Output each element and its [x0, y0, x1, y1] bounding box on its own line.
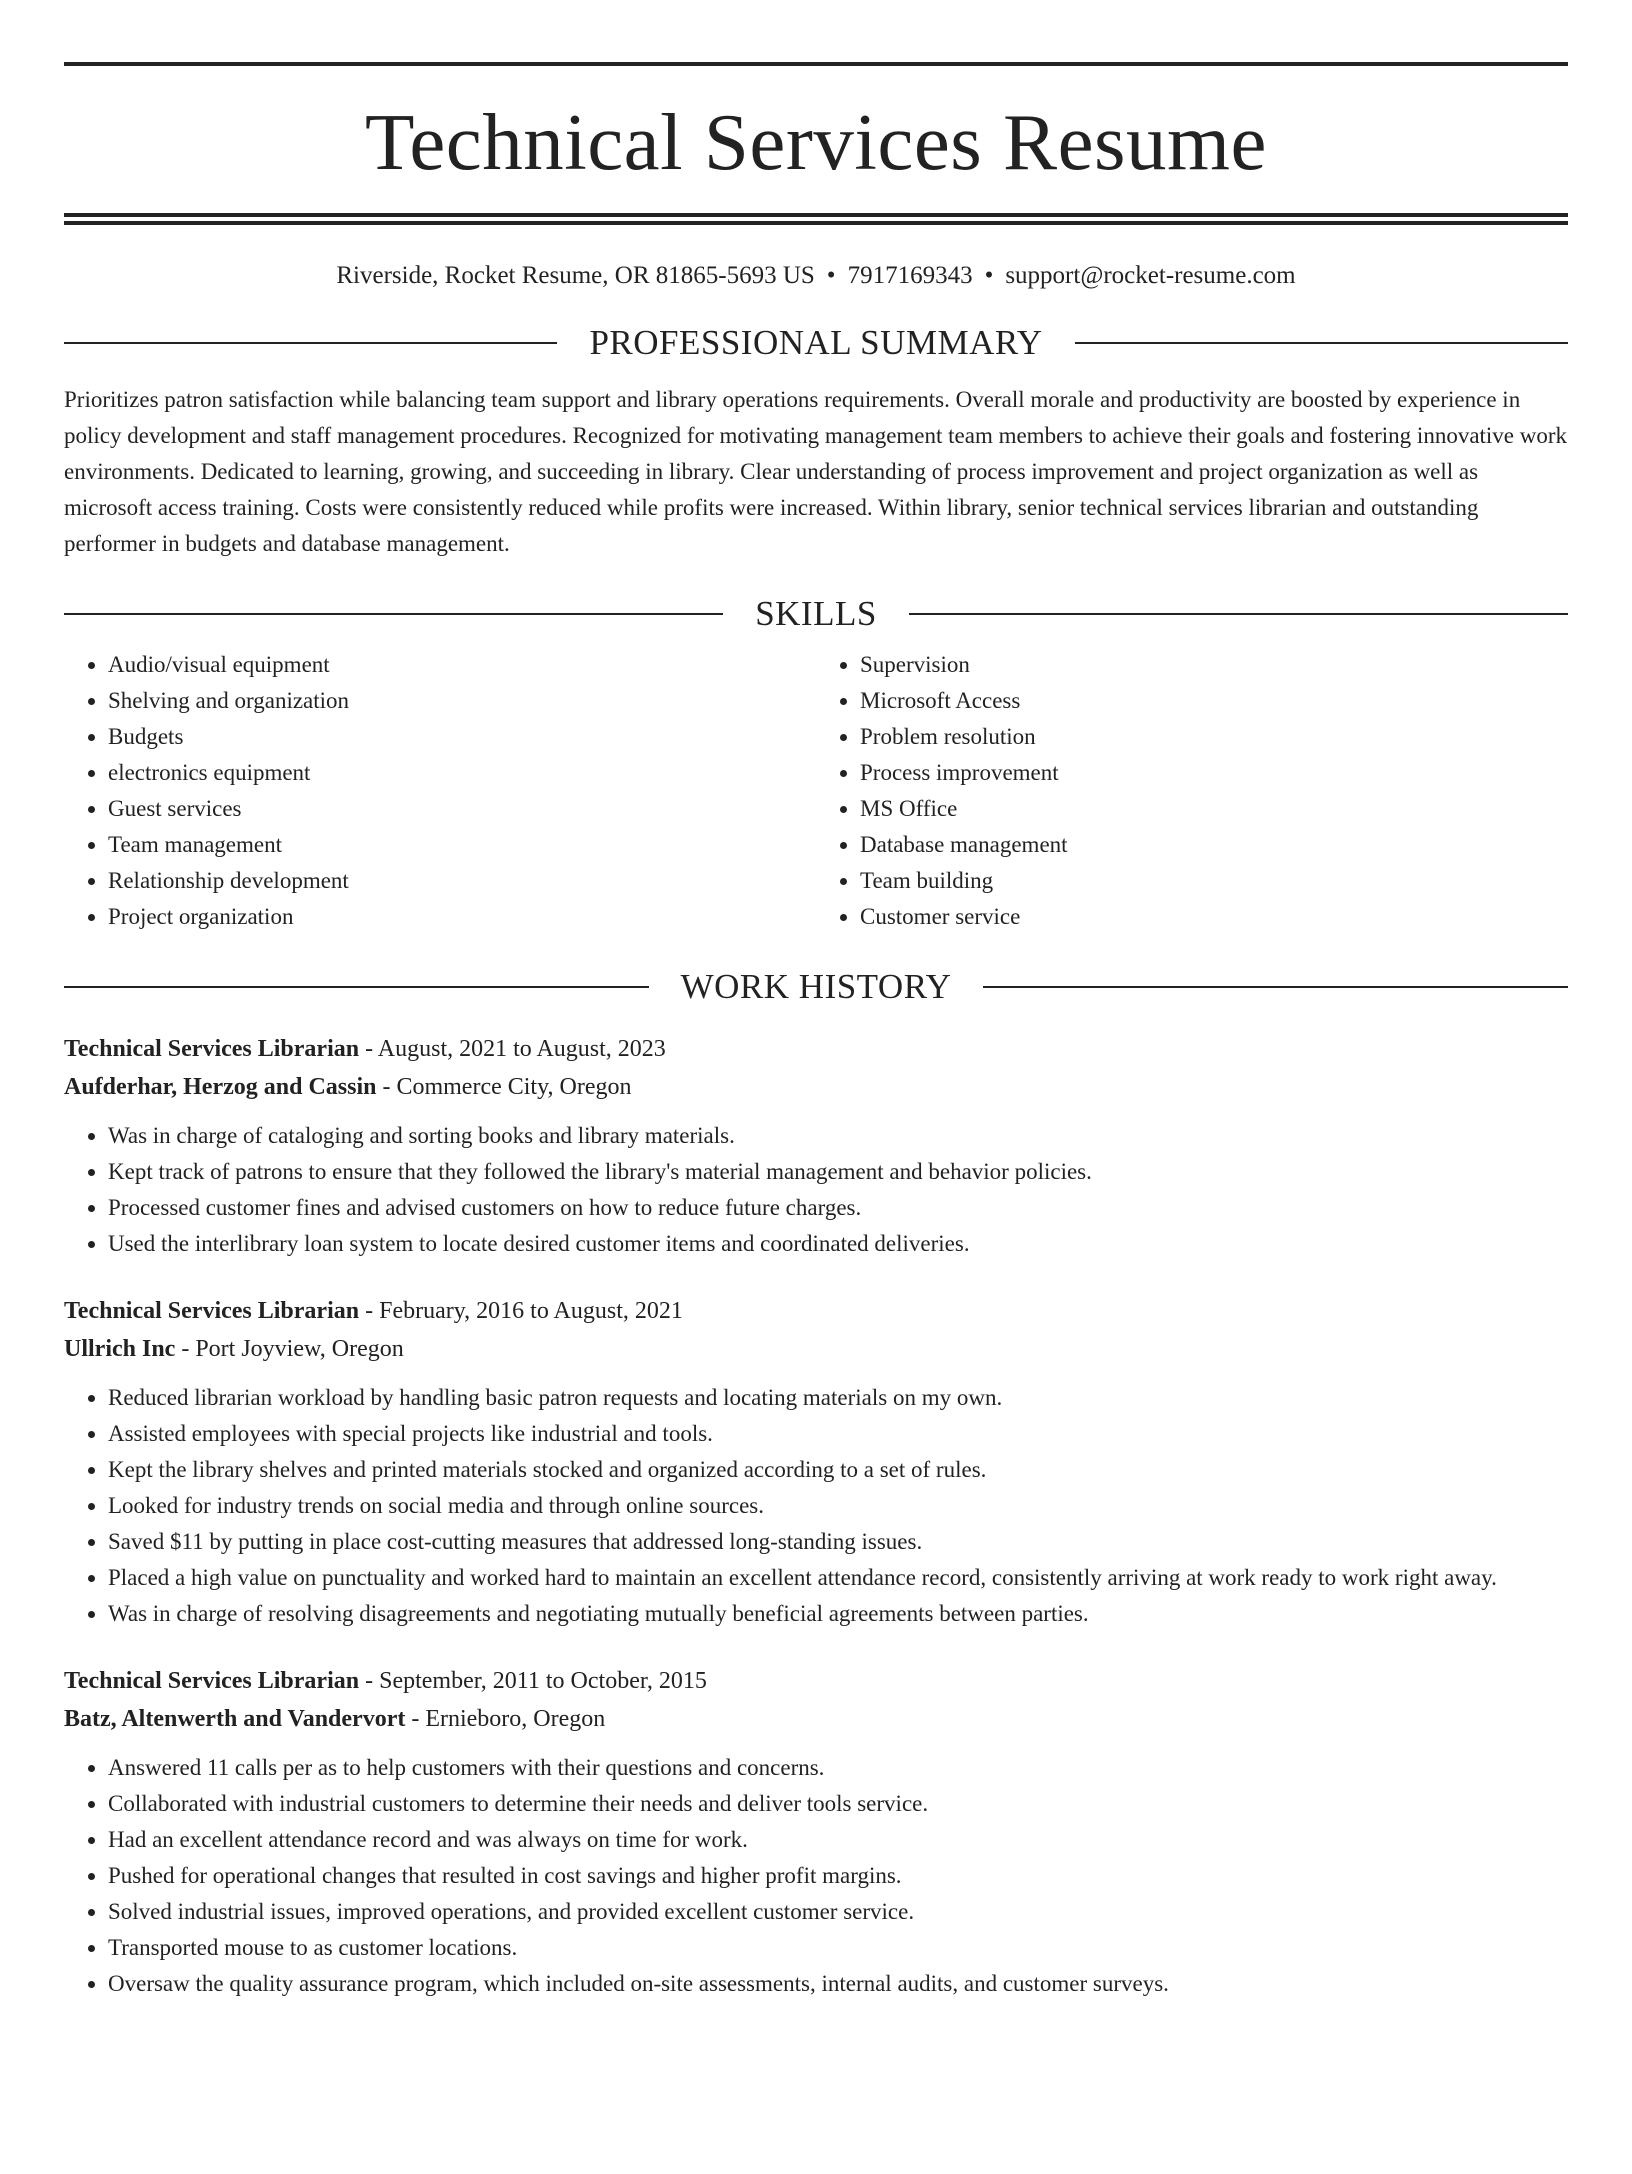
job-entry — [64, 1292, 1568, 1632]
job-entry — [64, 1030, 1568, 1262]
job-company-line — [64, 1330, 1568, 1368]
job-company-line — [64, 1068, 1568, 1106]
job-bullets — [64, 1750, 1568, 2002]
job-company-line — [64, 1700, 1568, 1738]
job-bullet: • Pushed for operational changes that resulted in cost savings and higher profit margins. — [108, 1858, 1568, 1894]
job-bullet: • Saved $11 by putting in place cost-cutting measures that addressed long-standing issues. — [108, 1524, 1568, 1560]
job-bullet: • Solved industrial issues, improved operations, and provided excellent customer service. — [108, 1894, 1568, 1930]
job-dates: - August, 2021 to August, 2023 — [359, 1036, 666, 1062]
contact-line — [64, 261, 1568, 291]
top-rule — [64, 62, 1568, 66]
skills-heading — [64, 596, 1568, 631]
job-bullet: • Looked for industry trends on social media and through online sources. — [108, 1488, 1568, 1524]
job-bullet: • Transported mouse to as customer locations. — [108, 1930, 1568, 1966]
job-bullet: • Answered 11 calls per as to help customers with their questions and concerns. — [108, 1750, 1568, 1786]
heading-rule-left — [64, 613, 723, 615]
job-bullet: • Collaborated with industrial customers to determine their needs and deliver tools service. — [108, 1786, 1568, 1822]
skill-item: • Problem resolution — [860, 719, 1568, 755]
summary-title: PROFESSIONAL SUMMARY — [589, 323, 1043, 362]
skill-item: • Shelving and organization — [108, 683, 816, 719]
skills-list-right — [816, 647, 1568, 935]
contact-address: Riverside, Rocket Resume, OR 81865-5693 US — [336, 262, 815, 289]
summary-text: Prioritizes patron satisfaction while balancing team support and library operations requirements. Overall morale and productivity are boosted by experience in policy development and staff management procedures. Recognized for motivating management team members to achieve their goals and fostering innovative work environments. Dedicated to learning, growing, and succeeding in library. Clear understanding of process improvement and project organization as well as microsoft access training. Costs were consistently reduced while profits were increased. Within library, senior technical services librarian and outstanding performer in budgets and database management. — [64, 387, 1568, 556]
resume-page — [0, 62, 1632, 2174]
job-bullet: • Used the interlibrary loan system to locate desired customer items and coordinated deliveries. — [108, 1226, 1568, 1262]
skill-item: • electronics equipment — [108, 755, 816, 791]
resume-title: Technical Services Resume — [365, 97, 1267, 187]
job-bullet: • Reduced librarian workload by handling basic patron requests and locating materials on my own. — [108, 1380, 1568, 1416]
contact-separator: • — [826, 262, 836, 289]
job-bullets — [64, 1380, 1568, 1632]
skill-item: • Microsoft Access — [860, 683, 1568, 719]
job-role: Technical Services Librarian — [64, 1036, 360, 1062]
job-bullet: • Assisted employees with special projects like industrial and tools. — [108, 1416, 1568, 1452]
skill-item: • Relationship development — [108, 863, 816, 899]
job-role: Technical Services Librarian — [64, 1668, 360, 1694]
skill-item: • Guest services — [108, 791, 816, 827]
job-company: Aufderhar, Herzog and Cassin — [64, 1074, 377, 1100]
job-role-line — [64, 1662, 1568, 1700]
job-company: Batz, Altenwerth and Vandervort — [64, 1706, 406, 1732]
skill-item: • Database management — [860, 827, 1568, 863]
job-bullet: • Kept track of patrons to ensure that they followed the library's material management and behavior policies. — [108, 1154, 1568, 1190]
job-bullet: • Was in charge of cataloging and sorting books and library materials. — [108, 1118, 1568, 1154]
job-location: - Ernieboro, Oregon — [405, 1706, 606, 1732]
job-dates: - February, 2016 to August, 2021 — [359, 1298, 683, 1324]
job-dates: - September, 2011 to October, 2015 — [359, 1668, 707, 1694]
heading-rule-right — [1075, 342, 1568, 344]
job-bullets — [64, 1118, 1568, 1262]
job-bullet: • Kept the library shelves and printed materials stocked and organized according to a set of rules. — [108, 1452, 1568, 1488]
job-bullet: • Had an excellent attendance record and was always on time for work. — [108, 1822, 1568, 1858]
heading-rule-right — [983, 986, 1568, 988]
skill-item: • Audio/visual equipment — [108, 647, 816, 683]
summary-heading — [64, 325, 1568, 360]
skill-item: • Customer service — [860, 899, 1568, 935]
job-entry — [64, 1662, 1568, 2002]
skills-title: SKILLS — [755, 594, 877, 633]
job-location: - Port Joyview, Oregon — [175, 1336, 404, 1362]
job-bullet: • Was in charge of resolving disagreements and negotiating mutually beneficial agreements between parties. — [108, 1596, 1568, 1632]
job-bullet: • Oversaw the quality assurance program, which included on-site assessments, internal audits, and customer surveys. — [108, 1966, 1568, 2002]
skill-item: • Process improvement — [860, 755, 1568, 791]
title-double-rule — [64, 213, 1568, 225]
skill-item: • Project organization — [108, 899, 816, 935]
heading-rule-right — [909, 613, 1568, 615]
skill-item: • Team management — [108, 827, 816, 863]
work-title: WORK HISTORY — [680, 967, 952, 1006]
contact-separator: • — [984, 262, 994, 289]
skill-item: • MS Office — [860, 791, 1568, 827]
work-heading — [64, 969, 1568, 1004]
heading-rule-left — [64, 342, 557, 344]
skills-columns — [64, 647, 1568, 935]
heading-rule-left — [64, 986, 649, 988]
job-role-line — [64, 1030, 1568, 1068]
job-location: - Commerce City, Oregon — [376, 1074, 632, 1100]
skill-item: • Team building — [860, 863, 1568, 899]
job-role-line — [64, 1292, 1568, 1330]
skills-list-left — [64, 647, 816, 935]
job-bullet: • Processed customer fines and advised customers on how to reduce future charges. — [108, 1190, 1568, 1226]
job-company: Ullrich Inc — [64, 1336, 176, 1362]
contact-email: support@rocket-resume.com — [1005, 262, 1296, 289]
contact-phone: 7917169343 — [847, 262, 973, 289]
job-role: Technical Services Librarian — [64, 1298, 360, 1324]
skill-item: • Budgets — [108, 719, 816, 755]
skill-item: • Supervision — [860, 647, 1568, 683]
job-bullet: • Placed a high value on punctuality and worked hard to maintain an excellent attendance record, consistently arriving at work ready to work right away. — [108, 1560, 1568, 1596]
